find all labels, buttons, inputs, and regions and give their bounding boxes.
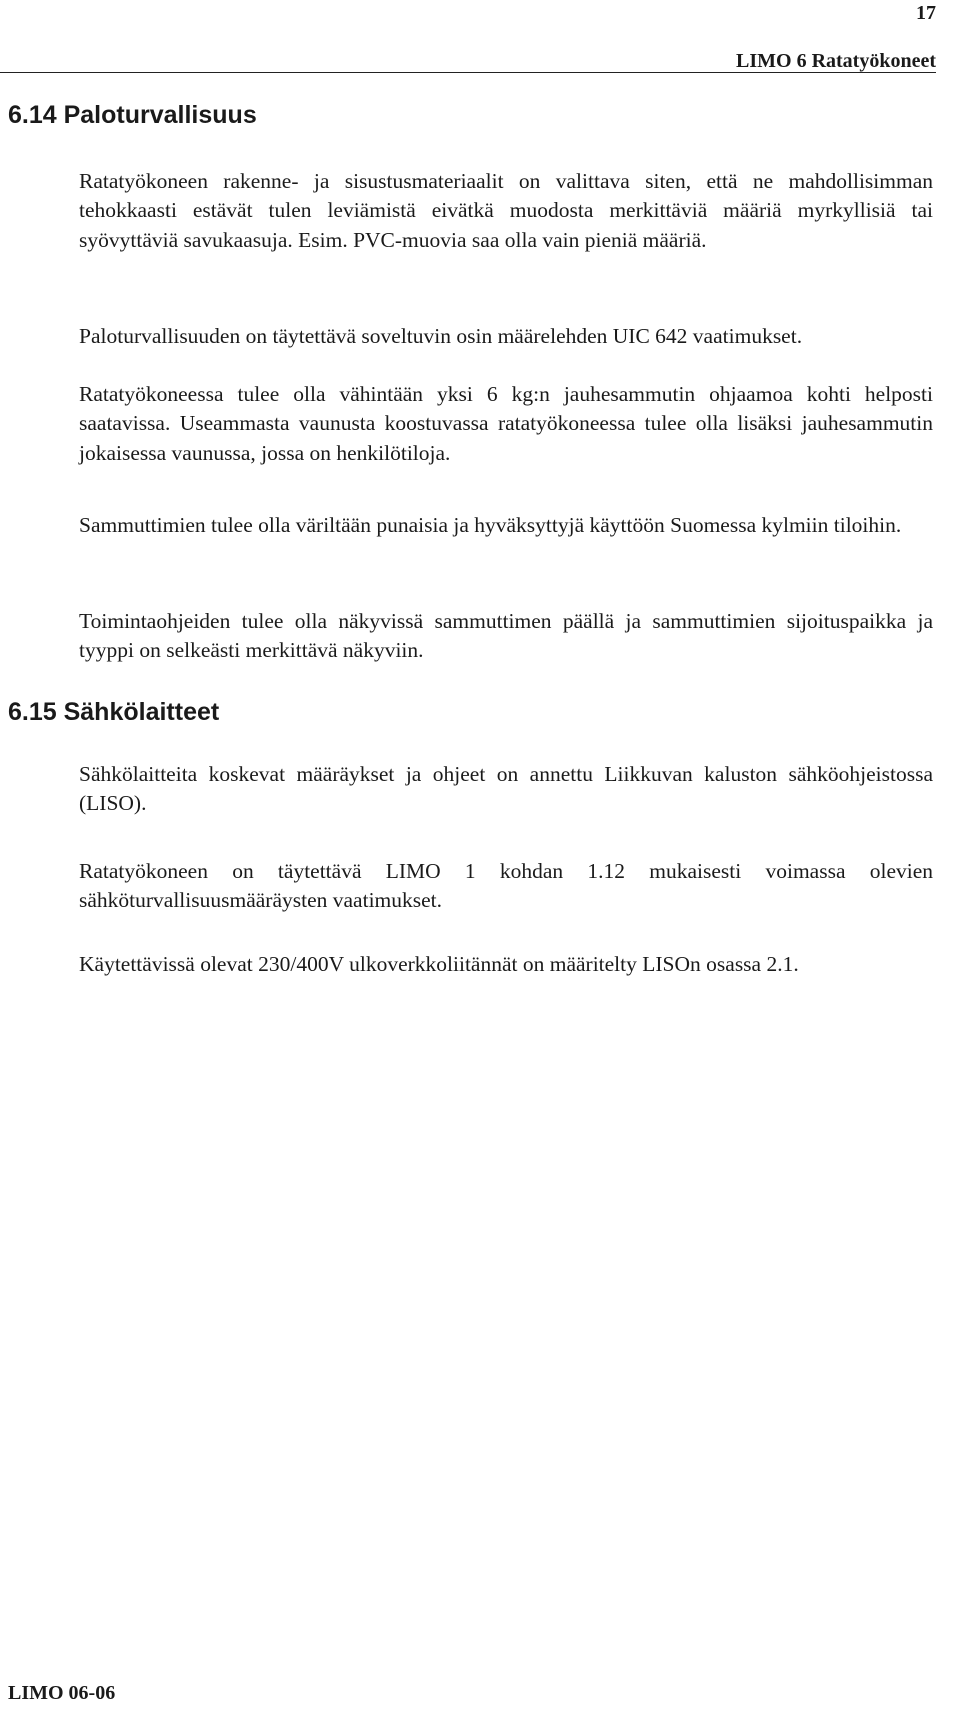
paragraph: Sammuttimien tulee olla väriltään punaisia ja hyväksyttyjä käyttöön Suomessa kylmiin tiloihin. [79, 513, 902, 537]
header-rule [0, 72, 936, 73]
paragraph: Ratatyökoneen rakenne- ja sisustusmateriaalit on valittava siten, että ne mahdollisimman tehokkaasti estävät tulen leviämistä eivätkä muodosta merkittäviä määriä myrkyllisiä tai syövyttäviä savukaasuja. Esim. PVC-muovia saa olla vain pieniä määriä. [79, 169, 933, 252]
paragraph: Toimintaohjeiden tulee olla näkyvissä sammuttimen päällä ja sammuttimien sijoituspaikka ja tyyppi on selkeästi merkittävä näkyviin. [79, 609, 933, 663]
paragraph: Sähkölaitteita koskevat määräykset ja ohjeet on annettu Liikkuvan kaluston sähköohjeistossa (LISO). [79, 762, 933, 816]
section-heading-electrical-equipment: 6.15 Sähkölaitteet [8, 698, 220, 726]
section-heading-fire-safety: 6.14 Paloturvallisuus [8, 101, 257, 129]
footer-doc-code: LIMO 06-06 [8, 1682, 116, 1704]
paragraph: Ratatyökoneessa tulee olla vähintään yksi 6 kg:n jauhesammutin ohjaamoa kohti helposti saatavissa. Useammasta vaunusta koostuvassa ratatyökoneessa tulee olla lisäksi jauhesammutin jokaisessa vaunussa, jossa on henkilötiloja. [79, 382, 933, 465]
paragraph: Käytettävissä olevat 230/400V ulkoverkkoliitännät on määritelty LISOn osassa 2.1. [79, 952, 799, 976]
running-header: LIMO 6 Ratatyökoneet [736, 50, 936, 72]
paragraph: Paloturvallisuuden on täytettävä soveltuvin osin määrelehden UIC 642 vaatimukset. [79, 324, 803, 348]
page-number: 17 [916, 2, 936, 24]
paragraph: Ratatyökoneen on täytettävä LIMO 1 kohdan 1.12 mukaisesti voimassa olevien sähköturvallisuusmääräysten vaatimukset. [79, 859, 933, 913]
